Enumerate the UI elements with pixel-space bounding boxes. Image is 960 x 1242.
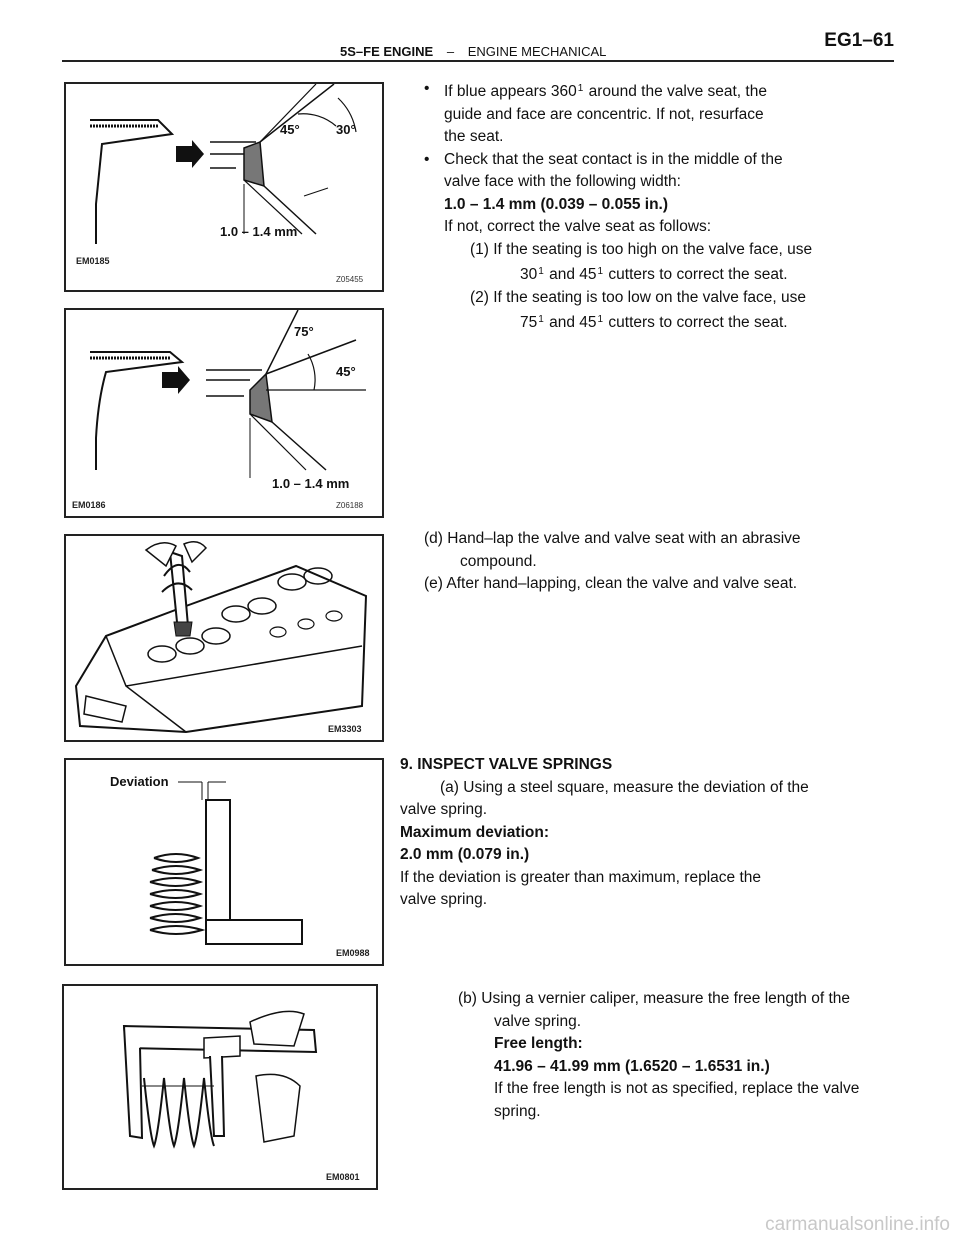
figure-valve-seat-high xyxy=(64,82,384,292)
steel-square-diagram xyxy=(66,760,382,964)
degree-mark: 1 xyxy=(577,83,584,94)
header-chapter: ENGINE MECHANICAL xyxy=(467,44,607,59)
figure-hand-lapping xyxy=(64,534,384,742)
vernier-caliper-illustration xyxy=(64,986,376,1188)
valve-seat-diagram-1 xyxy=(66,84,382,290)
arrow-icon xyxy=(162,366,190,394)
dimension-label: 1.0 – 1.4 mm xyxy=(272,476,350,491)
spec-value: 2.0 mm (0.079 in.) xyxy=(400,846,530,863)
figure-code: EM3303 xyxy=(328,724,362,734)
figure-code: EM0186 xyxy=(72,500,106,510)
angle-label-a: 75° xyxy=(294,324,314,339)
text-valve-seat-check: • If blue appears $360^1$ around the valve seat, the guide and face are concentric. If not, resurface the seat. • Check that the seat contact is in the middle of the valve face with the following width: 1.0 – 1.4 mm (0.039 – 0.055 in.) If not, correct the valve seat as follows: (1) If the seating is too high on the valve face, use $30^1$ and $45^1$ cutters to correct the seat. (2) If the seating is too low on the valve face, use $75^1$ and $45^1$ cutters to correct the seat. xyxy=(424,78,864,335)
text-inspect-springs: 9. INSPECT VALVE SPRINGS (a) Using a steel square, measure the deviation of the valve spring. Maximum deviation: 2.0 mm (0.079 in.) If the deviation is greater than maximum, replace the valve spring. xyxy=(400,754,870,912)
bullet-item: • If blue appears $360^1$ around the valve seat, the xyxy=(424,80,767,100)
deviation-label: Deviation xyxy=(110,774,169,789)
page-number: EG1–61 xyxy=(824,30,894,51)
figure-code: EM0185 xyxy=(76,256,110,266)
bullet-item: • Check that the seat contact is in the middle of the xyxy=(424,149,864,172)
step-d: (d) Hand–lap the valve and valve seat with an abrasive xyxy=(424,530,801,547)
figure-ref: Z05455 xyxy=(336,275,364,284)
header-rule xyxy=(62,60,894,62)
section-heading: 9. INSPECT VALVE SPRINGS xyxy=(400,756,613,773)
valve-seat-diagram-2 xyxy=(66,310,382,516)
spec-label: Free length: xyxy=(494,1035,583,1052)
figure-spring-deviation xyxy=(64,758,384,966)
watermark: carmanualsonline.info xyxy=(765,1214,950,1235)
angle-label-a: 45° xyxy=(280,122,300,137)
page-header xyxy=(0,0,960,64)
header-separator: – xyxy=(446,44,455,59)
bullet-dot: • xyxy=(424,150,430,168)
figure-code: EM0988 xyxy=(336,948,370,958)
figure-code: EM0801 xyxy=(326,1172,360,1182)
angle-label-b: 45° xyxy=(336,364,356,379)
cylinder-head-illustration xyxy=(66,536,382,740)
figure-ref: Z06188 xyxy=(336,501,364,510)
angle-label-b: 30° xyxy=(336,122,356,137)
text-hand-lapping: (d) Hand–lap the valve and valve seat with an abrasive compound. (e) After hand–lapping, clean the valve and valve seat. xyxy=(424,528,864,596)
text-free-length: (b) Using a vernier caliper, measure the free length of the valve spring. Free length: 41.96 – 41.99 mm (1.6520 – 1.6531 in.) If the free length is not as specified, replace the valve spring. xyxy=(458,988,908,1123)
header-engine: 5S–FE ENGINE xyxy=(340,44,434,59)
step-e: (e) After hand–lapping, clean the valve and valve seat. xyxy=(424,575,798,592)
arrow-icon xyxy=(176,140,204,168)
dimension-label: 1.0 – 1.4 mm xyxy=(220,224,298,239)
bullet-dot: • xyxy=(424,80,430,97)
header-section xyxy=(340,44,606,59)
figure-valve-seat-low xyxy=(64,308,384,518)
spec-label: Maximum deviation: xyxy=(400,823,549,841)
seat-width-spec: 1.0 – 1.4 mm (0.039 – 0.055 in.) xyxy=(444,195,669,213)
figure-spring-free-length xyxy=(62,984,378,1190)
spec-value: 41.96 – 41.99 mm (1.6520 – 1.6531 in.) xyxy=(494,1057,770,1075)
